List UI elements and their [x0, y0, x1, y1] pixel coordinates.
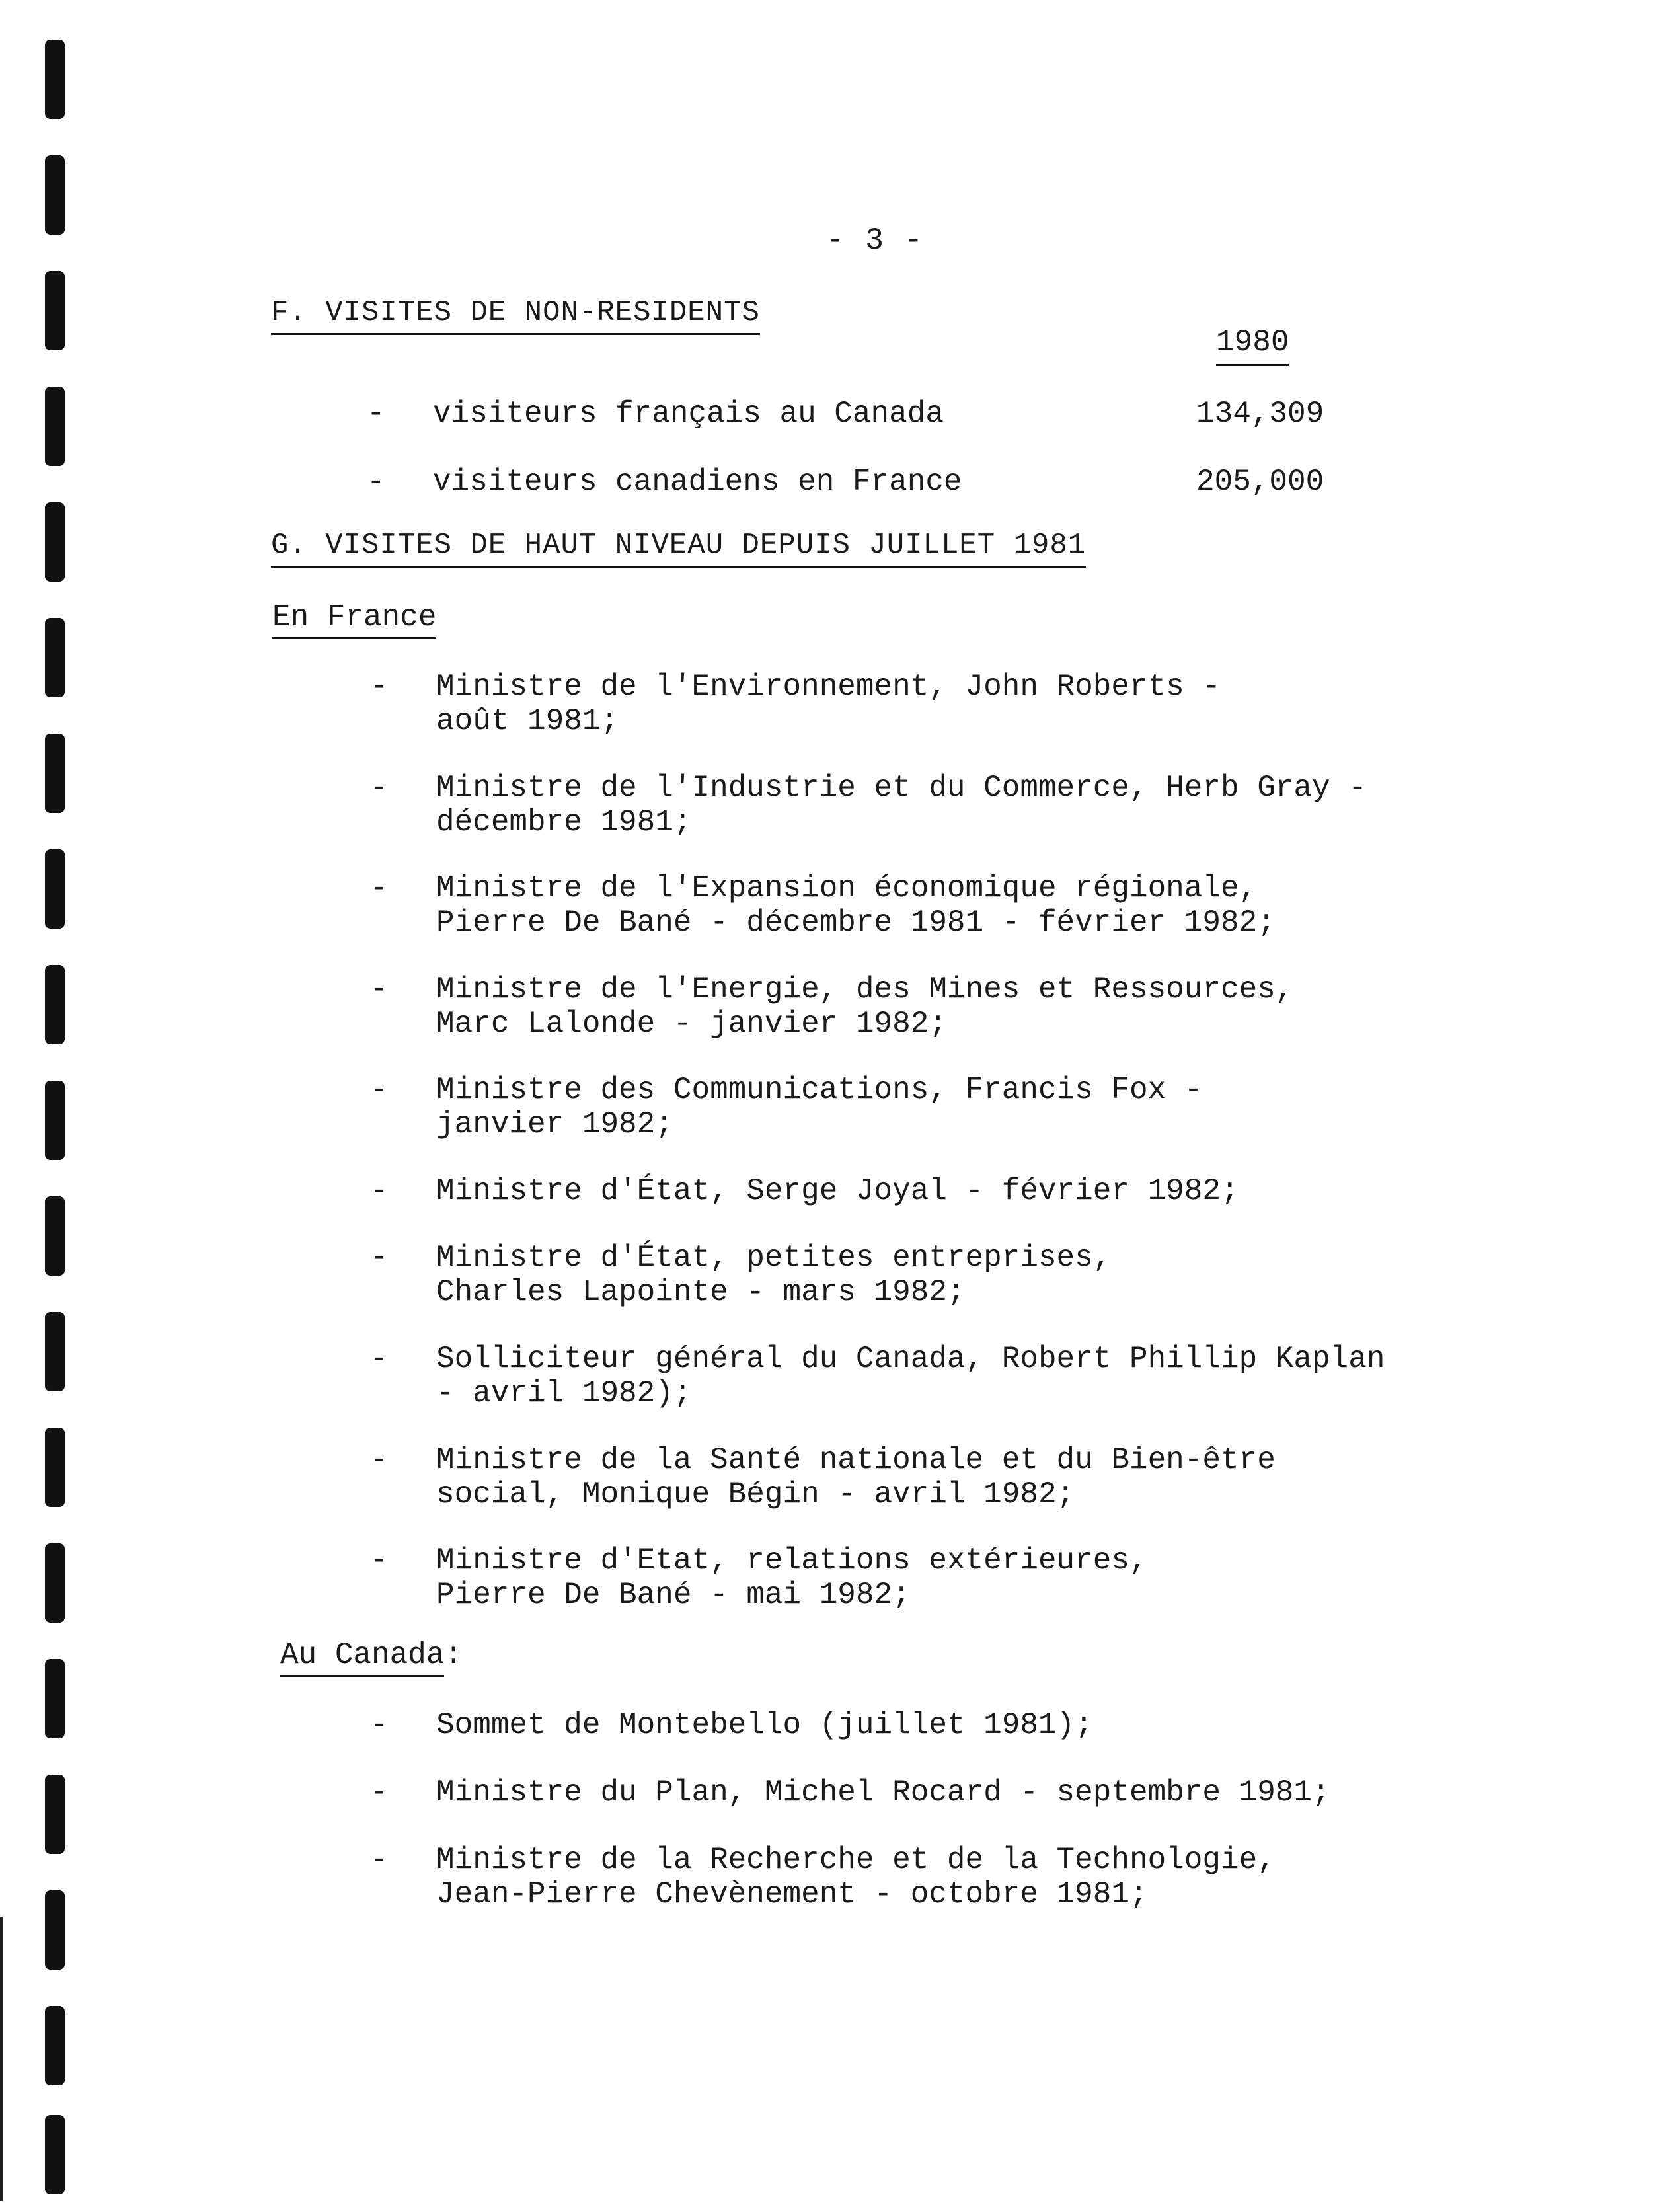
punch-mark [45, 1081, 65, 1160]
en-france-heading: En France [272, 600, 436, 639]
list-item-text: Ministre de la Recherche et de la Technologie, Jean-Pierre Chevènement - octobre 1981; [436, 1843, 1276, 1912]
punch-mark [45, 1775, 65, 1854]
stat-label: visiteurs français au Canada [433, 397, 944, 431]
section-f-heading: F. VISITES DE NON-RESIDENTS [271, 296, 760, 335]
punch-mark [45, 1659, 65, 1738]
binding-margin-marks [40, 40, 73, 2188]
list-dash: - [370, 1843, 389, 1877]
list-dash: - [370, 1708, 389, 1742]
section-g-heading: G. VISITES DE HAUT NIVEAU DEPUIS JUILLET 1981 [271, 529, 1086, 568]
punch-mark [45, 1428, 65, 1507]
list-dash: - [370, 771, 389, 805]
punch-mark [45, 502, 65, 582]
punch-mark [45, 271, 65, 350]
list-item-text: Ministre de l'Energie, des Mines et Ressources, Marc Lalonde - janvier 1982; [436, 972, 1294, 1041]
punch-mark [45, 1890, 65, 1970]
list-dash: - [370, 670, 389, 704]
punch-mark [45, 155, 65, 235]
punch-mark [45, 387, 65, 466]
list-item-text: Ministre d'Etat, relations extérieures, Pierre De Bané - mai 1982; [436, 1543, 1148, 1612]
page-edge-line [0, 1917, 3, 2201]
list-dash: - [370, 1443, 389, 1477]
list-dash: - [370, 1543, 389, 1578]
punch-mark [45, 1196, 65, 1276]
list-dash: - [370, 972, 389, 1007]
list-dash: - [370, 1775, 389, 1810]
list-item-text: Solliciteur général du Canada, Robert Phillip Kaplan - avril 1982); [436, 1342, 1385, 1411]
au-canada-heading: Au Canada [280, 1638, 444, 1677]
list-dash: - [367, 465, 385, 499]
list-dash: - [367, 397, 385, 431]
list-item-text: Ministre de l'Expansion économique régionale, Pierre De Bané - décembre 1981 - février 1982; [436, 871, 1276, 940]
list-dash: - [370, 1241, 389, 1275]
list-dash: - [370, 871, 389, 906]
stat-value: 134,309 [1196, 397, 1324, 431]
punch-mark [45, 734, 65, 813]
stat-label: visiteurs canadiens en France [433, 465, 962, 499]
page-number: - 3 - [826, 223, 925, 258]
list-item-text: Ministre du Plan, Michel Rocard - septembre 1981; [436, 1775, 1330, 1810]
list-dash: - [370, 1342, 389, 1376]
list-item-text: Ministre d'État, petites entreprises, Charles Lapointe - mars 1982; [436, 1241, 1112, 1309]
punch-mark [45, 40, 65, 119]
punch-mark [45, 1543, 65, 1623]
stat-value: 205,000 [1196, 465, 1324, 499]
list-dash: - [370, 1073, 389, 1107]
list-item-text: Ministre de la Santé nationale et du Bien-être social, Monique Bégin - avril 1982; [436, 1443, 1276, 1512]
punch-mark [45, 2006, 65, 2085]
list-item-text: Ministre de l'Industrie et du Commerce, Herb Gray - décembre 1981; [436, 771, 1367, 839]
au-canada-heading-line [280, 1638, 463, 1672]
au-canada-heading-colon: : [444, 1638, 463, 1672]
punch-mark [45, 618, 65, 697]
punch-mark [45, 1312, 65, 1391]
punch-mark [45, 965, 65, 1044]
list-item-text: Ministre des Communications, Francis Fox - janvier 1982; [436, 1073, 1203, 1141]
list-item-text: Ministre d'État, Serge Joyal - février 1982; [436, 1174, 1239, 1208]
list-dash: - [370, 1174, 389, 1208]
list-item-text: Ministre de l'Environnement, John Roberts - août 1981; [436, 670, 1221, 738]
punch-mark [45, 2115, 65, 2194]
list-item-text: Sommet de Montebello (juillet 1981); [436, 1708, 1093, 1742]
year-column-header: 1980 [1216, 325, 1289, 366]
punch-mark [45, 849, 65, 929]
